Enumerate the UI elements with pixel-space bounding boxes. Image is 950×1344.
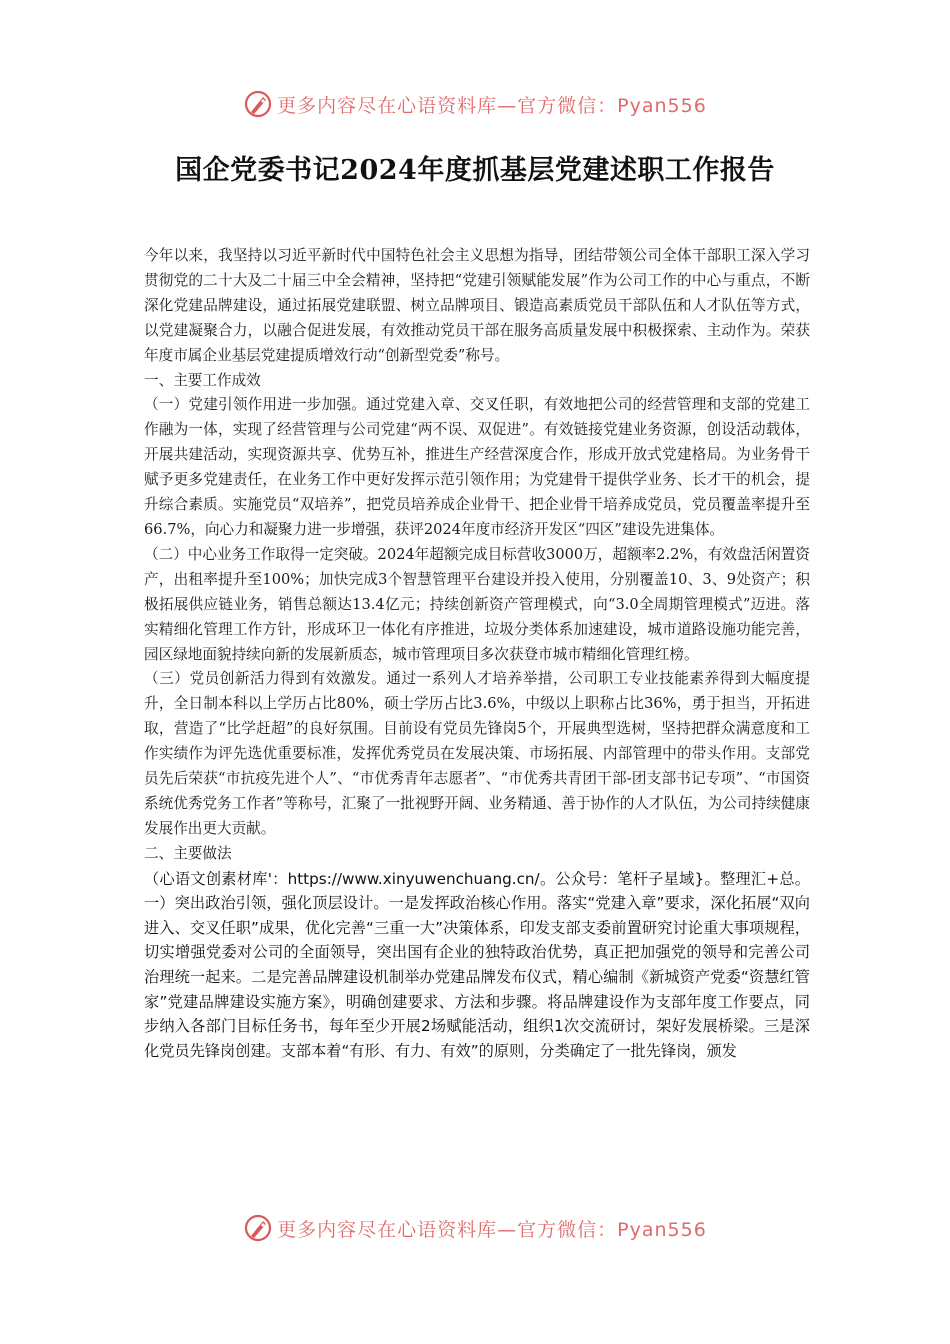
section1-paragraph-1: （一）党建引领作用进一步加强。通过党建入章、交叉任职，有效地把公司的经营管理和支部的党建工作融为一体，实现了经营管理与公司党建“两不误、双促进”。有效链接党建业务资源，创设活动载体，开展共建活动，实现资源共享、优势互补，推进生产经营深度合作，形成开放式党建格局。为业务骨干赋予更多党建责任，在业务工作中更好发挥示范引领作用；为党建骨干提供学业务、长才干的机会，提升综合素质。实施党员“双培养”，把党员培养成企业骨干、把企业骨干培养成党员，党员覆盖率提升至66.7%，向心力和凝聚力进一步增强，获评2024年度市经济开发区“四区”建设先进集体。	[144, 396, 810, 538]
section2-paragraph: （心语文创素材库'：https://www.xinyuwenchuang.cn/。公众号：笔杆子星域}。整理汇+总。一）突出政治引领，强化顶层设计。一是发挥政治核心作用。落实“党建入章”要求，深化拓展“双向进入、交叉任职”成果，优化完善“三重一大”决策体系，印发支部支委前置研究讨论重大事项规程，切实增强党委对公司的全面领导，突出国有企业的独特政治优势，真正把加强党的领导和完善公司治理统一起来。二是完善品牌建设机制举办党建品牌发布仪式，精心编制《新城资产党委“资慧红管家”党建品牌建设实施方案》，明确创建要求、方法和步骤。将品牌建设作为支部年度工作要点，同步纳入各部门目标任务书，每年至少开展2场赋能活动，组织1次交流研讨，架好发展桥梁。三是深化党员先锋岗创建。支部本着“有形、有力、有效”的原则，分类确定了一批先锋岗，颁发	[144, 869, 810, 1060]
section-heading-2: 二、主要做法	[144, 844, 232, 862]
pen-nib-circle-icon	[243, 89, 273, 119]
pen-nib-circle-icon	[243, 1213, 273, 1243]
section1-paragraph-3: （三）党员创新活力得到有效激发。通过一系列人才培养举措，公司职工专业技能素养得到大幅度提升，全日制本科以上学历占比80%，硕士学历占比3.6%，中级以上职称占比36%，勇于担当，开拓进取，营造了“比学赶超”的良好氛围。目前设有党员先锋岗5个，开展典型选树，坚持把群众满意度和工作实绩作为评先选优重要标准，发挥优秀党员在发展决策、市场拓展、内部管理中的带头作用。支部党员先后荣获“市抗疫先进个人”、“市优秀青年志愿者”、“市优秀共青团干部-团支部书记专项”、“市国资系统优秀党务工作者”等称号，汇聚了一批视野开阔、业务精通、善于协作的人才队伍，为公司持续健康发展作出更大贡献。	[144, 670, 810, 837]
section-heading-1: 一、主要工作成效	[144, 371, 261, 389]
footer-banner	[0, 1208, 950, 1248]
banner-text: 更多内容尽在心语资料库—官方微信：Pyan556	[277, 1218, 707, 1241]
section1-paragraph-2: （二）中心业务工作取得一定突破。2024年超额完成目标营收3000万，超额率2.2%，有效盘活闲置资产，出租率提升至100%；加快完成3个智慧管理平台建设并投入使用，分别覆盖10、3、9处资产；积极拓展供应链业务，销售总额达13.4亿元；持续创新资产管理模式，向“3.0全周期管理模式”迈进。落实精细化管理工作方针，形成环卫一体化有序推进，垃圾分类体系加速建设，城市道路设施功能完善，园区绿地面貌持续向新的发展新质态，城市管理项目多次获登市城市精细化管理红榜。	[144, 545, 810, 663]
intro-paragraph: 今年以来，我坚持以习近平新时代中国特色社会主义思想为指导，团结带领公司全体干部职工深入学习贯彻党的二十大及二十届三中全会精神，坚持把“党建引领赋能发展”作为公司工作的中心与重点，不断深化党建品牌建设，通过拓展党建联盟、树立品牌项目、锻造高素质党员干部队伍和人才队伍等方式，以党建凝聚合力，以融合促进发展，有效推动党员干部在服务高质量发展中积极探索、主动作为。荣获年度市属企业基层党建提质增效行动“创新型党委”称号。	[144, 247, 810, 364]
header-banner	[0, 84, 950, 124]
banner-text: 更多内容尽在心语资料库—官方微信：Pyan556	[277, 94, 707, 117]
document-title: 国企党委书记2024年度抓基层党建述职工作报告	[175, 155, 775, 186]
document-body	[144, 244, 810, 1063]
